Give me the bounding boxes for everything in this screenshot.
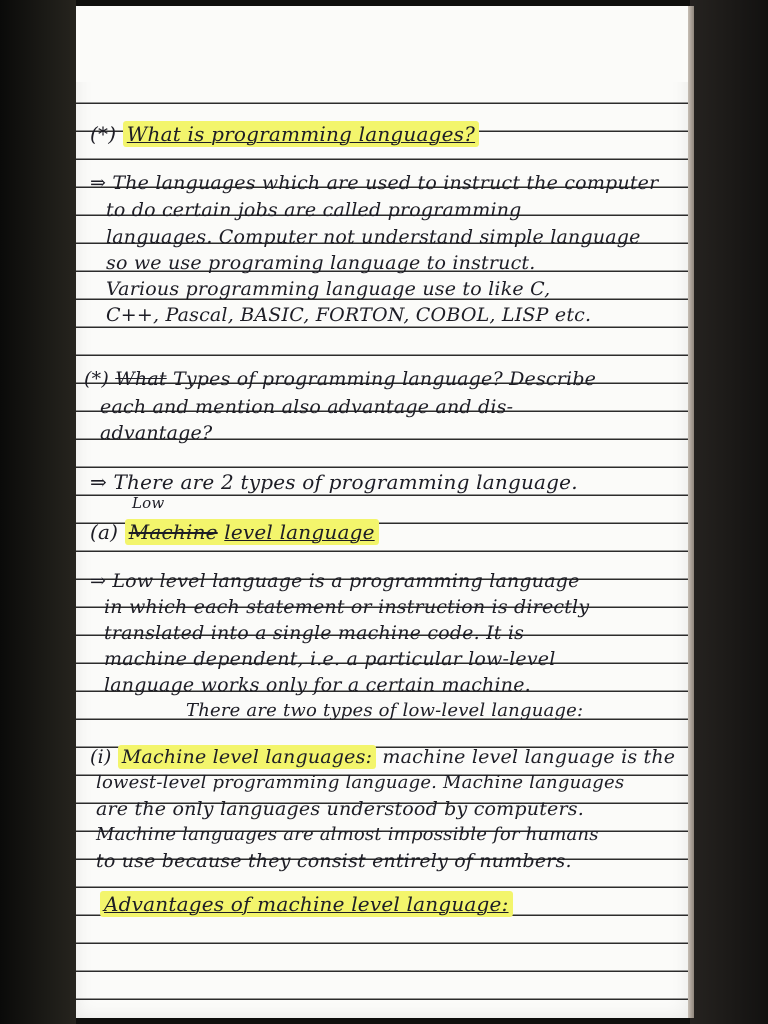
q2-line-1: [84, 370, 596, 389]
section-a-title: level language: [224, 520, 375, 544]
advantages-heading: Advantages of machine level language:: [100, 891, 513, 917]
answer1-line-4: so we use programing language to instruct.: [106, 252, 536, 274]
q1-bullet: (*): [90, 122, 117, 146]
q1-heading-line: [90, 124, 479, 144]
q2-line-2: each and mention also advantage and dis-: [100, 396, 514, 418]
answer1-line-2: to do certain jobs are called programming: [106, 199, 522, 221]
q2-line-3: advantage?: [100, 422, 213, 444]
notebook-page: [76, 6, 688, 1018]
q2-bullet: (*): [84, 368, 109, 390]
section-a-heading: [125, 519, 379, 545]
machine-level-line-3: are the only languages understood by computers.: [96, 798, 584, 820]
right-background: [690, 0, 768, 1024]
q2-text-1: Types of programming language? Describe: [172, 368, 597, 390]
page-top-margin: [76, 6, 688, 82]
answer1-line-6: C++, Pascal, BASIC, FORTON, COBOL, LISP etc.: [106, 304, 592, 326]
low-level-line-3: translated into a single machine code. It is: [104, 622, 525, 644]
low-level-line-5: language works only for a certain machine.: [104, 674, 531, 696]
machine-level-text-1: machine level language is the: [382, 746, 676, 768]
answer2: ⇒ There are 2 types of programming language.: [90, 470, 578, 494]
machine-level-title: Machine level languages:: [118, 745, 376, 769]
section-a-marker: (a): [90, 520, 119, 544]
low-level-line-6: There are two types of low-level language:: [186, 700, 584, 721]
left-background: [0, 0, 76, 1024]
section-a-line: [90, 522, 379, 542]
answer1-line-1: ⇒ The languages which are used to instruct the computer: [90, 172, 659, 194]
section-a-struck: Machine: [128, 520, 218, 544]
machine-level-line-2: lowest-level programming language. Machine languages: [96, 772, 625, 793]
low-level-line-2: in which each statement or instruction is directly: [104, 596, 590, 618]
q1-heading: What is programming languages?: [123, 121, 479, 147]
machine-level-line-1: [90, 748, 675, 767]
section-a-insert: Low: [132, 494, 165, 512]
low-level-line-4: machine dependent, i.e. a particular low-level: [104, 648, 556, 670]
answer1-line-3: languages. Computer not understand simple language: [106, 226, 641, 248]
machine-level-line-5: to use because they consist entirely of numbers.: [96, 850, 572, 872]
machine-level-marker: (i): [90, 746, 112, 768]
answer1-line-5: Various programming language use to like C,: [106, 278, 551, 300]
machine-level-line-4: Machine languages are almost impossible for humans: [96, 824, 599, 845]
advantages-line: [100, 894, 513, 914]
low-level-line-1: ⇒ Low level language is a programming language: [90, 570, 580, 592]
q2-struck-word: What: [115, 368, 167, 390]
